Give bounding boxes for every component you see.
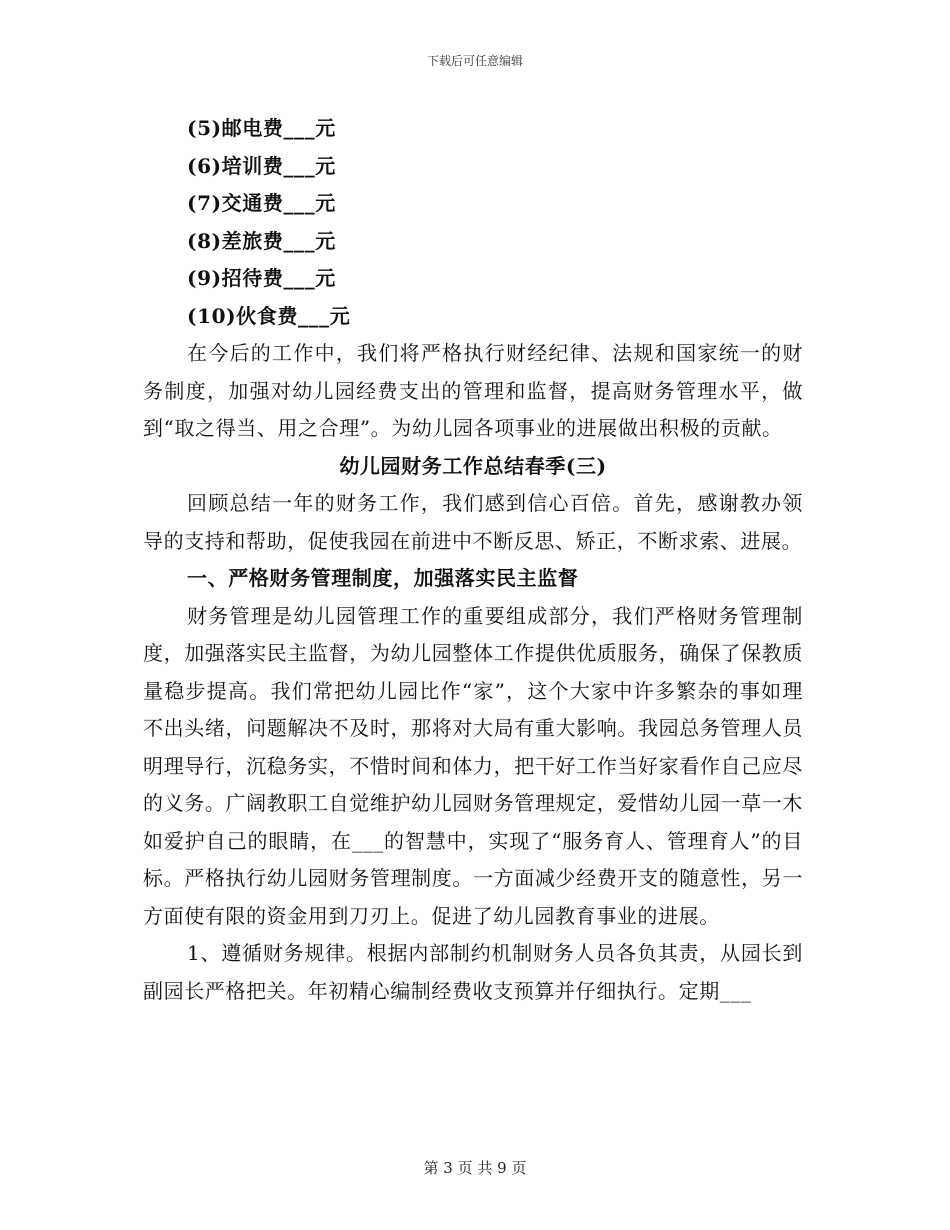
document-body [143,110,803,1010]
fee-item-reception: (9)招待费___元 [187,266,336,290]
fee-item-meals: (10)伙食费___元 [187,303,351,328]
section-heading-1: 一、严格财务管理制度，加强落实民主监督 [187,566,579,590]
fee-item-transport: (7)交通费___元 [187,191,336,215]
paragraph-financial-management: 财务管理是幼儿园管理工作的重要组成部分，我们严格财务管理制度，加强落实民主监督，为幼儿园整体工作提供优质服务，确保了保教质量稳步提高。我们常把幼儿园比作“家”，这个大家中许多繁杂的事如理不出头绪，问题解决不及时，那将对大局有重大影响。我园总务管理人员明理导行，沉稳务实，不惜时间和体力，把干好工作当好家看作自己应尽的义务。广阔教职工自觉维护幼儿园财务管理规定，爱惜幼儿园一草一木如爱护自己的眼睛，在___的智慧中，实现了“服务育人、管理育人”的目标。严格执行幼儿园财务管理制度。一方面减少经费开支的随意性，另一方面使有限的资金用到刀刃上。促进了幼儿园教育事业的进展。 [143,603,803,928]
page-header: 下载后可任意编辑 [426,54,523,68]
paragraph-follow-rules: 1、遵循财务规律。根据内部制约机制财务人员各负其责，从园长到副园长严格把关。年初精心编制经费收支预算并仔细执行。定期___ [143,941,803,1003]
fee-item-training: (6)培训费___元 [187,153,336,178]
page-footer: 第 3 页 共 9 页 [423,1159,527,1177]
fee-item-travel: (8)差旅费___元 [187,228,336,253]
paragraph-review: 回顾总结一年的财务工作，我们感到信心百倍。首先，感谢教办领导的支持和帮助，促使我园在前进中不断反思、矫正，不断求索、进展。 [143,491,803,553]
section-title: 幼儿园财务工作总结春季(三) [339,453,607,478]
paragraph-future-work: 在今后的工作中，我们将严格执行财经纪律、法规和国家统一的财务制度，加强对幼儿园经费支出的管理和监督，提高财务管理水平，做到“取之得当、用之合理”。为幼儿园各项事业的进展做出积极的贡献。 [143,341,803,440]
fee-item-postal: (5)邮电费___元 [187,116,336,140]
